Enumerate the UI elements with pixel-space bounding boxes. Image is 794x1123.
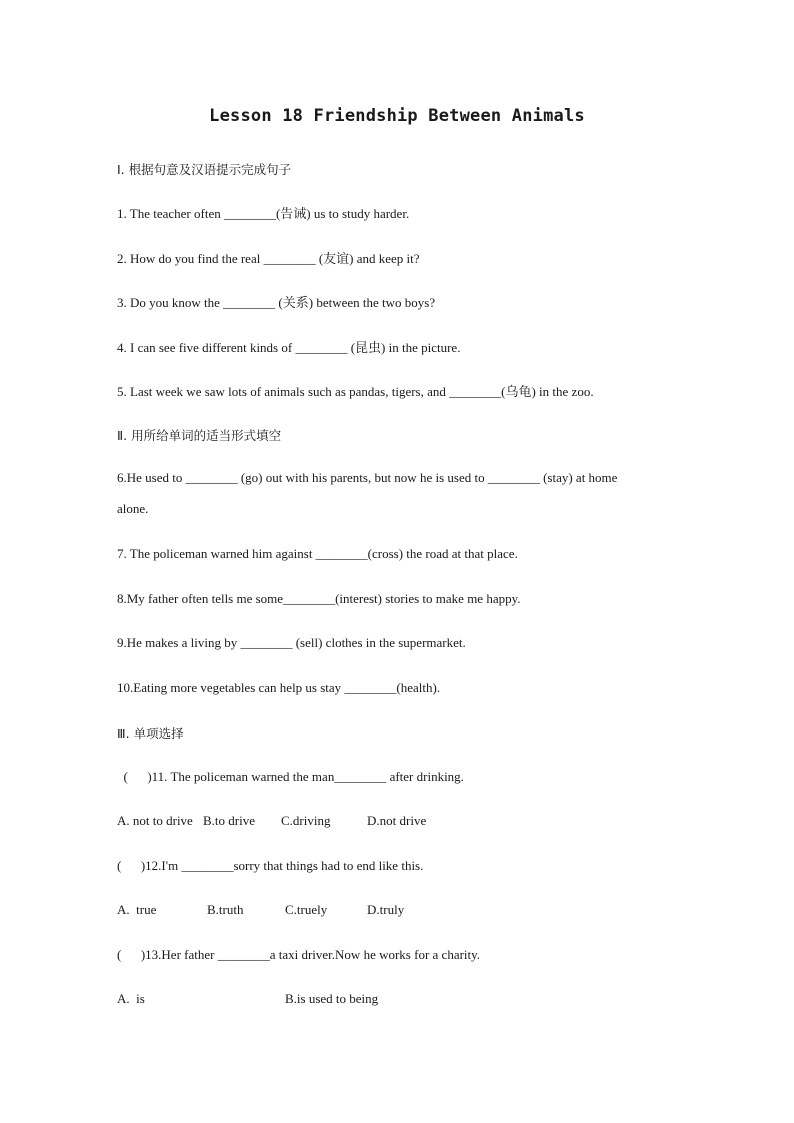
q12-option-a: A. true (117, 902, 157, 917)
q11-option-b: B.to drive (203, 813, 255, 828)
question-1: 1. The teacher often ________(告诫) us to study harder. (117, 206, 410, 221)
section-heading-3: Ⅲ. 单项选择 (117, 726, 184, 741)
question-13: ( )13.Her father ________a taxi driver.Now he works for a charity. (117, 947, 481, 962)
question-2: 2. How do you find the real ________ (友谊) and keep it? (117, 251, 420, 266)
q11-option-d: D.not drive (367, 813, 427, 828)
question-6-continued: alone. (117, 501, 149, 516)
question-3: 3. Do you know the ________ (关系) between the two boys? (117, 295, 436, 310)
question-12: ( )12.I'm ________sorry that things had to end like this. (117, 858, 424, 873)
question-8: 8.My father often tells me some________(interest) stories to make me happy. (117, 591, 521, 606)
q12-option-d: D.truly (367, 902, 405, 917)
question-6: 6.He used to ________ (go) out with his parents, but now he is used to ________ (stay) at home (117, 470, 618, 485)
question-4: 4. I can see five different kinds of ________ (昆虫) in the picture. (117, 340, 461, 355)
section-heading-2: Ⅱ. 用所给单词的适当形式填空 (117, 428, 282, 443)
q13-option-b: B.is used to being (285, 991, 379, 1006)
q11-option-c: C.driving (281, 813, 331, 828)
question-10: 10.Eating more vegetables can help us stay ________(health). (117, 680, 441, 695)
q13-option-a: A. is (117, 991, 145, 1006)
q11-option-a: A. not to drive (117, 813, 193, 828)
question-9: 9.He makes a living by ________ (sell) clothes in the supermarket. (117, 635, 466, 650)
q12-option-c: C.truely (285, 902, 328, 917)
question-11: ( )11. The policeman warned the man________ after drinking. (117, 769, 464, 784)
question-5: 5. Last week we saw lots of animals such as pandas, tigers, and ________(乌龟) in the zoo. (117, 384, 594, 399)
question-7: 7. The policeman warned him against ________(cross) the road at that place. (117, 546, 518, 561)
section-heading-1: Ⅰ. 根据句意及汉语提示完成句子 (117, 162, 292, 177)
page-title: Lesson 18 Friendship Between Animals (209, 106, 585, 126)
q12-option-b: B.truth (207, 902, 244, 917)
